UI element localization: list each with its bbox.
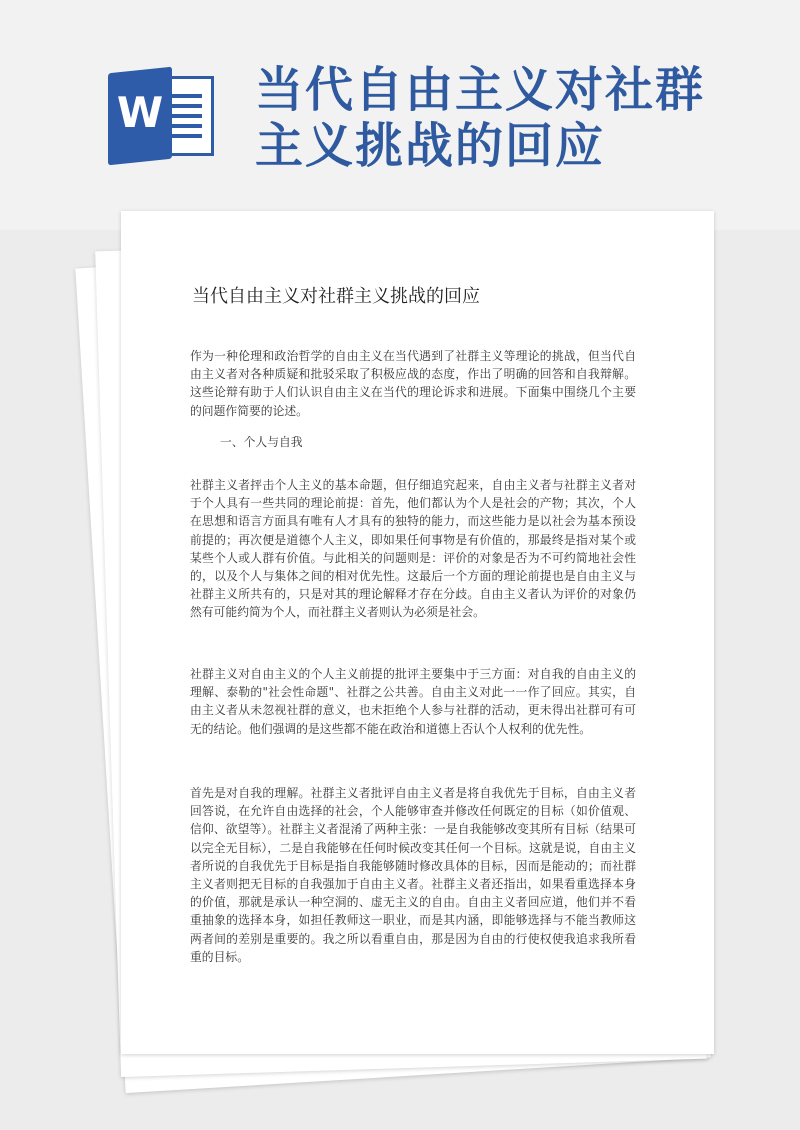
body-paragraph-2: 社群主义对自由主义的个人主义前提的批评主要集中于三方面：对自我的自由主义的理解、泰勒的"社会性命题"、社群之公共善。自由主义对此一一作了回应。其实，自由主义者从未忽视社群的意义，也未拒绝个人参与社群的活动，更未得出社群可有可无的结论。他们强调的是这些都不能在政治和道德上否认个人权利的优先性。 [190, 667, 636, 736]
page-headline: 当代自由主义对社群主义挑战的回应 [255, 62, 706, 174]
word-letter: W [116, 88, 164, 137]
body-paragraph-1: 社群主义者抨击个人主义的基本命题，但仔细追究起来，自由主义者与社群主义者对于个人具有一些共同的理论前提：首先，他们都认为个人是社会的产物；其次，个人在思想和语言方面具有唯有人才具有的独特的能力，而这些能力是以社会为基本预设前提的；再次便是道德个人主义，即如果任何事物是有价值的，那最终是指对某个或某些个人或人群有价值。与此相关的问题则是：评价的对象是否为不可约简地社会性的，以及个人与集体之间的相对优先性。这最后一个方面的理论前提也是自由主义与社群主义所共有的，只是对其的理论解释才存在分歧。自由主义者认为评价的对象仍然有可能约简为个人，而社群主义者则认为必须是社会。 [190, 478, 636, 620]
section-heading: 一、个人与自我 [220, 435, 303, 449]
body-paragraph-3: 首先是对自我的理解。社群主义者批评自由主义者是将自我优先于目标，自由主义者回答说，在允许自由选择的社会，个人能够审查并修改任何既定的目标（如价值观、信仰、欲望等）。社群主义者混淆了两种主张：一是自我能够改变其所有目标（结果可以完全无目标），二是自我能够在任何时候改变其任何一个目标。这就是说，自由主义者所说的自我优先于目标是指自我能够随时修改具体的目标，因而是能动的；而社群主义者则把无目标的自我强加于自由主义者。社群主义者还指出，如果看重选择本身的价值，那就是承认一种空洞的、虚无主义的自由。自由主义者回应道，他们并不看重抽象的选择本身，如担任教师这一职业，而是其内涵，即能够选择与不能当教师这两者间的差别是重要的。我之所以看重自由，那是因为自由的行使权使我追求我所看重的目标。 [190, 786, 636, 964]
document-title: 当代自由主义对社群主义挑战的回应 [192, 286, 480, 307]
intro-paragraph: 作为一种伦理和政治哲学的自由主义在当代遇到了社群主义等理论的挑战，但当代自由主义者对各种质疑和批驳采取了积极应战的态度，作出了明确的回答和自我辩解。这些论辩有助于人们认识自由主义在当代的理论诉求和进展。下面集中围绕几个主要的问题作简要的论述。 [190, 349, 636, 418]
word-logo-icon [108, 70, 218, 162]
